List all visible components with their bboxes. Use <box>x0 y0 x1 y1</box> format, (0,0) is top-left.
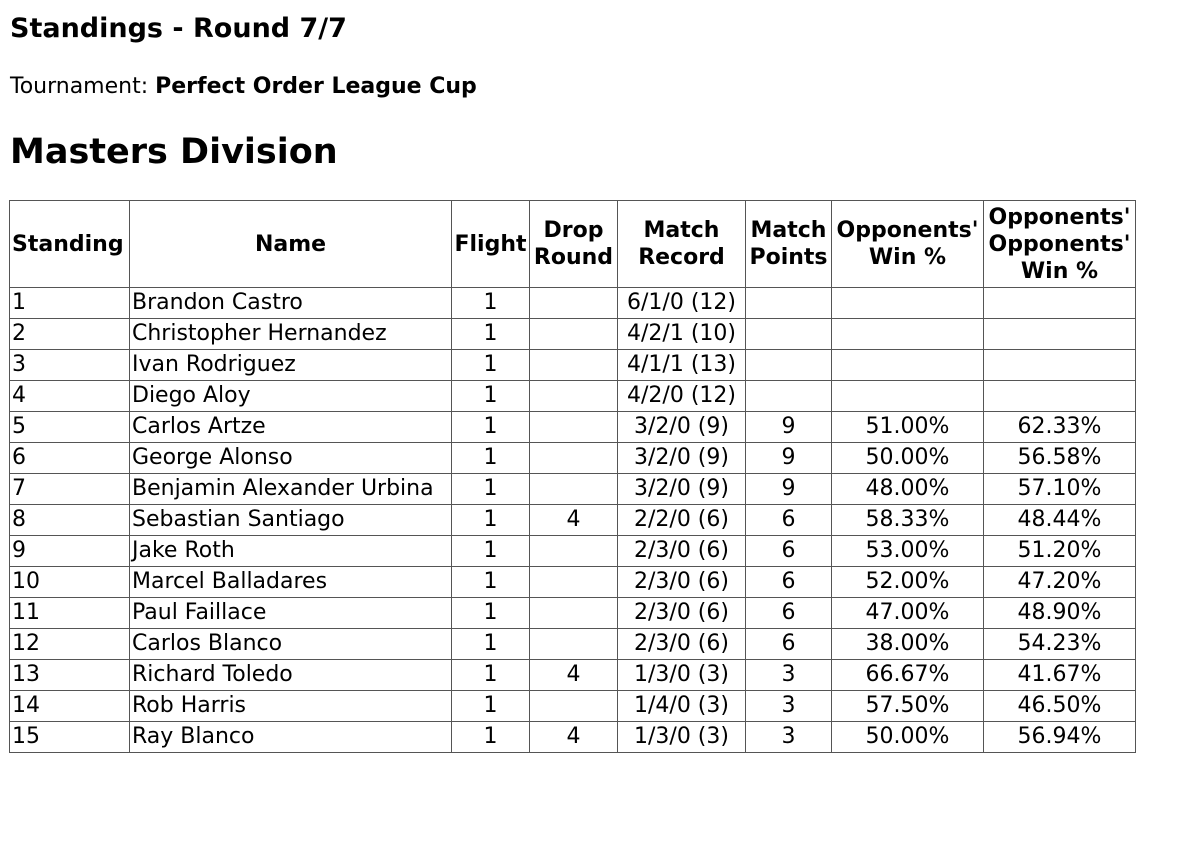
column-header-opponents-win <box>832 201 984 288</box>
column-header-match-points <box>746 201 832 288</box>
cell-opponents-opponents-win <box>984 288 1136 319</box>
cell-match-points: 9 <box>746 412 832 443</box>
cell-match-points <box>746 319 832 350</box>
cell-drop-round <box>530 536 618 567</box>
cell-match-points: 9 <box>746 443 832 474</box>
cell-drop-round <box>530 629 618 660</box>
cell-name: Paul Faillace <box>130 598 452 629</box>
cell-match-points: 6 <box>746 505 832 536</box>
cell-name: Carlos Artze <box>130 412 452 443</box>
cell-drop-round <box>530 691 618 722</box>
cell-standing: 5 <box>10 412 130 443</box>
column-header-match-record <box>618 201 746 288</box>
cell-standing: 9 <box>10 536 130 567</box>
cell-standing: 3 <box>10 350 130 381</box>
cell-opponents-win <box>832 350 984 381</box>
cell-opponents-opponents-win <box>984 381 1136 412</box>
cell-match-points <box>746 350 832 381</box>
table-row <box>10 474 1136 505</box>
cell-name: Benjamin Alexander Urbina <box>130 474 452 505</box>
cell-standing: 14 <box>10 691 130 722</box>
cell-opponents-opponents-win: 51.20% <box>984 536 1136 567</box>
cell-match-record: 1/3/0 (3) <box>618 722 746 753</box>
table-header-row <box>10 201 1136 288</box>
cell-opponents-opponents-win: 48.44% <box>984 505 1136 536</box>
cell-match-points: 3 <box>746 722 832 753</box>
cell-match-points: 3 <box>746 660 832 691</box>
opp-opp-win-header-line: Opponents' <box>988 204 1131 230</box>
cell-opponents-opponents-win <box>984 319 1136 350</box>
cell-flight: 1 <box>452 350 530 381</box>
table-row <box>10 567 1136 598</box>
table-row <box>10 288 1136 319</box>
column-header-drop-round <box>530 201 618 288</box>
opp-opp-win-header-line: Win % <box>1020 258 1099 284</box>
cell-match-record: 4/2/1 (10) <box>618 319 746 350</box>
cell-opponents-win: 53.00% <box>832 536 984 567</box>
drop-round-header-line: Round <box>533 245 614 270</box>
cell-flight: 1 <box>452 536 530 567</box>
division-heading: Masters Division <box>10 132 338 172</box>
cell-flight: 1 <box>452 443 530 474</box>
cell-drop-round <box>530 443 618 474</box>
cell-name: Sebastian Santiago <box>130 505 452 536</box>
cell-opponents-opponents-win <box>984 350 1136 381</box>
cell-drop-round <box>530 319 618 350</box>
table-row <box>10 319 1136 350</box>
cell-standing: 10 <box>10 567 130 598</box>
cell-opponents-win: 52.00% <box>832 567 984 598</box>
table-row <box>10 660 1136 691</box>
cell-opponents-win: 47.00% <box>832 598 984 629</box>
cell-match-record: 3/2/0 (9) <box>618 412 746 443</box>
cell-match-record: 3/2/0 (9) <box>618 443 746 474</box>
table-row <box>10 629 1136 660</box>
cell-flight: 1 <box>452 412 530 443</box>
table-row <box>10 443 1136 474</box>
column-header-opponents-opponents-win <box>984 201 1136 288</box>
match-record-header-line: Match <box>643 218 720 243</box>
cell-match-record: 2/3/0 (6) <box>618 629 746 660</box>
cell-opponents-win: 57.50% <box>832 691 984 722</box>
cell-match-points: 3 <box>746 691 832 722</box>
table-row <box>10 412 1136 443</box>
table-row <box>10 505 1136 536</box>
cell-drop-round <box>530 598 618 629</box>
cell-standing: 7 <box>10 474 130 505</box>
cell-opponents-opponents-win: 48.90% <box>984 598 1136 629</box>
cell-match-points: 6 <box>746 567 832 598</box>
cell-drop-round: 4 <box>530 505 618 536</box>
opp-opp-win-header-line: Opponents' <box>988 231 1131 257</box>
cell-standing: 11 <box>10 598 130 629</box>
cell-match-points: 9 <box>746 474 832 505</box>
cell-opponents-win: 58.33% <box>832 505 984 536</box>
tournament-label: Tournament: <box>10 74 156 99</box>
table-row <box>10 381 1136 412</box>
opponents-win-header-line: Win % <box>868 245 947 270</box>
match-points-header-line: Points <box>749 245 828 270</box>
cell-name: Ivan Rodriguez <box>130 350 452 381</box>
cell-match-record: 1/4/0 (3) <box>618 691 746 722</box>
cell-drop-round <box>530 567 618 598</box>
cell-opponents-opponents-win: 56.94% <box>984 722 1136 753</box>
cell-opponents-win <box>832 319 984 350</box>
cell-flight: 1 <box>452 691 530 722</box>
cell-opponents-win: 50.00% <box>832 443 984 474</box>
cell-opponents-win <box>832 288 984 319</box>
cell-opponents-win: 51.00% <box>832 412 984 443</box>
table-row <box>10 536 1136 567</box>
cell-opponents-win: 50.00% <box>832 722 984 753</box>
cell-match-points <box>746 288 832 319</box>
cell-match-record: 2/2/0 (6) <box>618 505 746 536</box>
cell-name: Diego Aloy <box>130 381 452 412</box>
cell-name: Jake Roth <box>130 536 452 567</box>
cell-opponents-opponents-win: 41.67% <box>984 660 1136 691</box>
match-record-header-line: Record <box>638 245 725 270</box>
cell-match-record: 1/3/0 (3) <box>618 660 746 691</box>
cell-drop-round <box>530 381 618 412</box>
cell-drop-round: 4 <box>530 660 618 691</box>
cell-match-record: 6/1/0 (12) <box>618 288 746 319</box>
drop-round-header-line: Drop <box>543 218 604 243</box>
cell-standing: 1 <box>10 288 130 319</box>
cell-standing: 12 <box>10 629 130 660</box>
cell-flight: 1 <box>452 660 530 691</box>
cell-name: Christopher Hernandez <box>130 319 452 350</box>
cell-match-points: 6 <box>746 598 832 629</box>
match-points-header-line: Match <box>750 218 827 243</box>
table-row <box>10 598 1136 629</box>
cell-drop-round <box>530 288 618 319</box>
cell-opponents-opponents-win: 62.33% <box>984 412 1136 443</box>
cell-match-record: 4/2/0 (12) <box>618 381 746 412</box>
standings-table <box>9 200 1136 753</box>
cell-standing: 2 <box>10 319 130 350</box>
tournament-line <box>10 72 477 102</box>
cell-opponents-win <box>832 381 984 412</box>
cell-match-record: 2/3/0 (6) <box>618 598 746 629</box>
cell-standing: 15 <box>10 722 130 753</box>
cell-opponents-opponents-win: 57.10% <box>984 474 1136 505</box>
cell-drop-round: 4 <box>530 722 618 753</box>
cell-match-record: 3/2/0 (9) <box>618 474 746 505</box>
cell-flight: 1 <box>452 474 530 505</box>
cell-name: Brandon Castro <box>130 288 452 319</box>
cell-flight: 1 <box>452 722 530 753</box>
tournament-name: Perfect Order League Cup <box>155 74 477 99</box>
column-header-standing: Standing <box>10 201 130 288</box>
cell-opponents-win: 48.00% <box>832 474 984 505</box>
cell-name: Ray Blanco <box>130 722 452 753</box>
table-row <box>10 350 1136 381</box>
cell-flight: 1 <box>452 288 530 319</box>
cell-standing: 6 <box>10 443 130 474</box>
cell-flight: 1 <box>452 598 530 629</box>
cell-flight: 1 <box>452 319 530 350</box>
cell-match-points: 6 <box>746 629 832 660</box>
column-header-flight: Flight <box>452 201 530 288</box>
cell-match-record: 4/1/1 (13) <box>618 350 746 381</box>
cell-standing: 13 <box>10 660 130 691</box>
cell-match-points: 6 <box>746 536 832 567</box>
cell-opponents-opponents-win: 46.50% <box>984 691 1136 722</box>
opponents-win-header-line: Opponents' <box>836 218 979 243</box>
cell-drop-round <box>530 474 618 505</box>
cell-opponents-opponents-win: 56.58% <box>984 443 1136 474</box>
cell-standing: 4 <box>10 381 130 412</box>
cell-drop-round <box>530 412 618 443</box>
cell-opponents-opponents-win: 54.23% <box>984 629 1136 660</box>
table-row <box>10 722 1136 753</box>
cell-opponents-win: 66.67% <box>832 660 984 691</box>
cell-flight: 1 <box>452 567 530 598</box>
cell-match-record: 2/3/0 (6) <box>618 567 746 598</box>
cell-flight: 1 <box>452 629 530 660</box>
cell-name: George Alonso <box>130 443 452 474</box>
cell-name: Carlos Blanco <box>130 629 452 660</box>
cell-flight: 1 <box>452 381 530 412</box>
cell-match-record: 2/3/0 (6) <box>618 536 746 567</box>
table-row <box>10 691 1136 722</box>
page-title: Standings - Round 7/7 <box>10 13 347 44</box>
cell-name: Marcel Balladares <box>130 567 452 598</box>
cell-drop-round <box>530 350 618 381</box>
cell-opponents-opponents-win: 47.20% <box>984 567 1136 598</box>
cell-flight: 1 <box>452 505 530 536</box>
standings-body <box>10 288 1136 753</box>
cell-name: Rob Harris <box>130 691 452 722</box>
cell-match-points <box>746 381 832 412</box>
cell-name: Richard Toledo <box>130 660 452 691</box>
cell-standing: 8 <box>10 505 130 536</box>
column-header-name: Name <box>130 201 452 288</box>
cell-opponents-win: 38.00% <box>832 629 984 660</box>
